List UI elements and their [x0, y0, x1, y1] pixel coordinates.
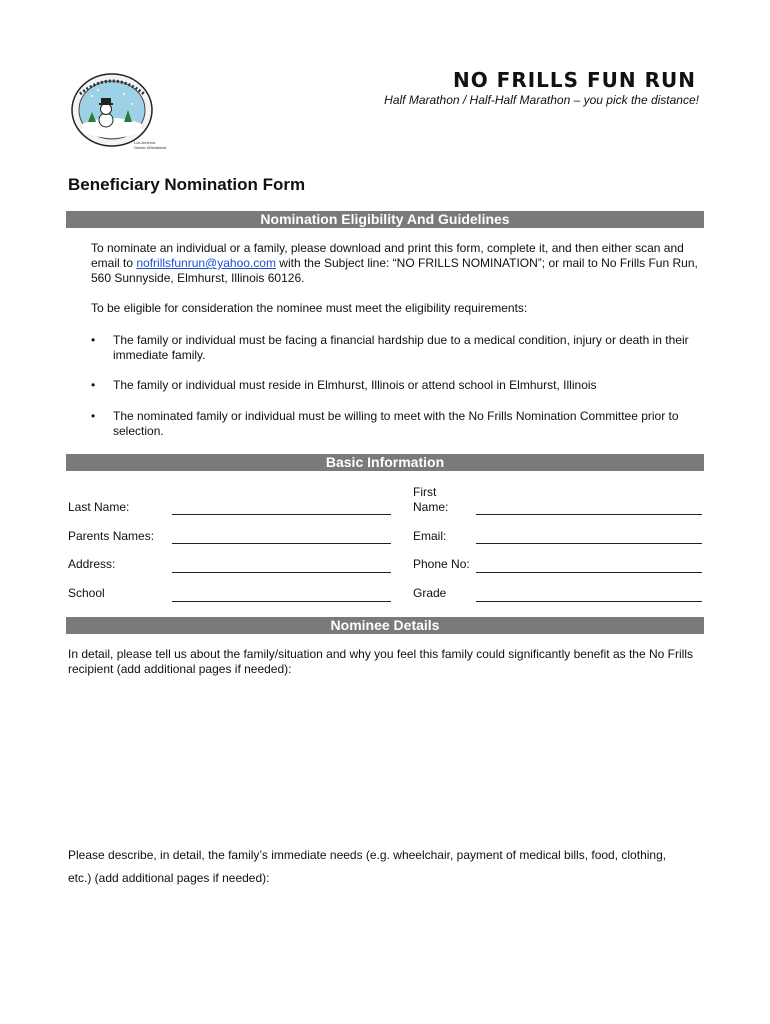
- address-field[interactable]: [172, 572, 391, 573]
- bullet-marker: •: [91, 333, 96, 347]
- event-title: NO FRILLS FUN RUN: [452, 68, 696, 92]
- needs-question-line1: Please describe, in detail, the family’s immediate needs (e.g. wheelchair, payment of medical bills, food, clothing,: [68, 848, 667, 862]
- bullet-marker: •: [91, 409, 96, 423]
- section-header-basic: Basic Information: [66, 454, 704, 471]
- email-field[interactable]: [476, 543, 702, 544]
- form-title: Beneficiary Nomination Form: [68, 175, 306, 194]
- email-link[interactable]: nofrillsfunrun@yahoo.com: [136, 256, 276, 270]
- requirement-item: The nominated family or individual must be willing to meet with the No Frills Nomination Committee prior to selection.: [113, 409, 679, 438]
- grade-label: Grade: [413, 586, 447, 600]
- grade-field[interactable]: [476, 601, 702, 602]
- school-field[interactable]: [172, 601, 391, 602]
- needs-answer-area[interactable]: [68, 892, 704, 1012]
- email-label: Email:: [413, 529, 447, 543]
- first-name-label-line1: First: [413, 485, 437, 499]
- needs-question-line2: etc.) (add additional pages if needed):: [68, 871, 270, 885]
- section-header-eligibility: Nomination Eligibility And Guidelines: [66, 211, 704, 228]
- phone-label: Phone No:: [413, 557, 470, 571]
- phone-field[interactable]: [476, 572, 702, 573]
- parents-names-field[interactable]: [172, 543, 391, 544]
- last-name-label: Last Name:: [68, 500, 130, 514]
- address-label: Address:: [68, 557, 116, 571]
- requirement-item: The family or individual must reside in Elmhurst, Illinois or attend school in Elmhurst, Illinois: [113, 378, 597, 392]
- bullet-marker: •: [91, 378, 96, 392]
- requirements-intro: To be eligible for consideration the nominee must meet the eligibility requirements:: [91, 301, 528, 315]
- instructions-text-1: To nominate an individual or a family, please download and print this form, complete it, and then either scan and email to: [91, 241, 684, 270]
- last-name-field[interactable]: [172, 514, 391, 515]
- school-label: School: [68, 586, 105, 600]
- logo-caption: Los Arrieros Gelato Wheatland: [134, 140, 167, 150]
- situation-answer-area[interactable]: [68, 684, 704, 834]
- instructions-text-2: with the Subject line: “NO FRILLS NOMINATION”; or mail to No Frills Fun Run, 560 Sunnyside, Elmhurst, Illinois 60126.: [91, 256, 698, 285]
- event-logo: [68, 72, 168, 164]
- section-header-nominee: Nominee Details: [66, 617, 704, 634]
- first-name-field[interactable]: [476, 514, 702, 515]
- parents-names-label: Parents Names:: [68, 529, 155, 543]
- nomination-instructions: [91, 241, 701, 286]
- event-subtitle: Half Marathon / Half-Half Marathon – you pick the distance!: [384, 93, 699, 107]
- requirement-item: The family or individual must be facing a financial hardship due to a medical condition, injury or death in their immediate family.: [113, 333, 689, 362]
- situation-question: In detail, please tell us about the family/situation and why you feel this family could significantly benefit as the No Frills recipient (add additional pages if needed):: [68, 647, 693, 676]
- first-name-label-line2: Name:: [413, 500, 449, 514]
